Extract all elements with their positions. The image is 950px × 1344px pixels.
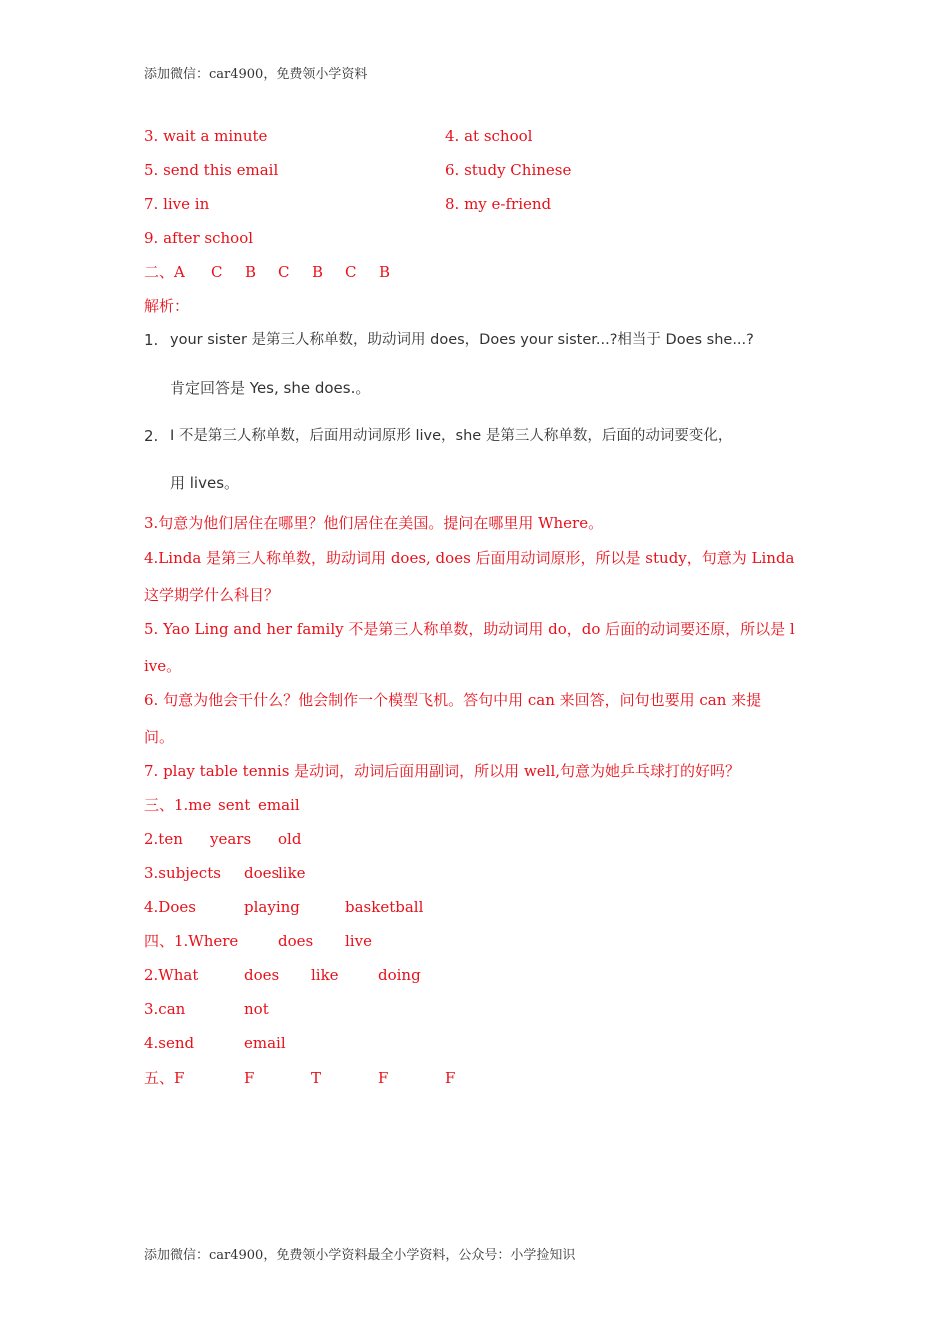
section-3-row-2: [144, 829, 544, 849]
section-3-cell: playing: [244, 898, 300, 916]
answer-item-6: 6. study Chinese: [445, 161, 572, 179]
section-5-answer: F: [244, 1069, 255, 1087]
page-footer: 添加微信：car4900，免费领小学资料最全小学资料，公众号：小学捡知识: [144, 1248, 576, 1263]
section-3-row-3: [144, 863, 544, 883]
section-2-answer: B: [312, 263, 324, 281]
section-4-cell: 2.What: [144, 966, 199, 984]
analysis-3: 3.句意为他们居住在哪里？他们居住在美国。提问在哪里用 Where。: [144, 514, 604, 532]
section-3-cell: 2.ten: [144, 830, 183, 848]
section-2-answers: [144, 262, 444, 282]
section-4-row-1: [144, 931, 544, 951]
analysis-1-line-2: 肯定回答是 Yes, she does.。: [170, 379, 371, 397]
section-3-cell: does: [244, 864, 280, 882]
section-3-cell: old: [278, 830, 302, 848]
section-4-cell: 3.can: [144, 1000, 186, 1018]
section-3-cell: like: [278, 864, 306, 882]
section-3-cell: 3.subjects: [144, 864, 221, 882]
section-3-row-4: [144, 897, 544, 917]
analysis-5-line-1: 5. Yao Ling and her family 不是第三人称单数，助动词用 do，do 后面的动词要还原，所以是 l: [144, 620, 795, 638]
section-5-answer: F: [378, 1069, 389, 1087]
answer-item-4: 4. at school: [445, 127, 533, 145]
section-3-cell: email: [258, 796, 300, 814]
section-2-answer: C: [278, 263, 290, 281]
section-4-row-4: [144, 1033, 544, 1053]
section-2-answer: B: [379, 263, 391, 281]
analysis-6-line-2: 问。: [144, 728, 175, 746]
section-4-cell: not: [244, 1000, 269, 1018]
section-4-cell: like: [311, 966, 339, 984]
section-3-cell: basketball: [345, 898, 424, 916]
section-4-row-2: [144, 965, 544, 985]
analysis-6-line-1: 6. 句意为他会干什么？他会制作一个模型飞机。答句中用 can 来回答，问句也要用 can 来提: [144, 691, 762, 709]
section-4-cell: live: [345, 932, 372, 950]
analysis-2-line-2: 用 lives。: [170, 474, 240, 492]
section-5-answer: F: [445, 1069, 456, 1087]
section-2-answer: C: [345, 263, 357, 281]
section-2-answer: B: [245, 263, 257, 281]
section-3-cell: 4.Does: [144, 898, 196, 916]
answer-item-5: 5. send this email: [144, 161, 279, 179]
analysis-5-line-2: ive。: [144, 657, 182, 675]
analysis-2-line-1: I 不是第三人称单数，后面用动词原形 live，she 是第三人称单数，后面的动词要变化，: [170, 428, 733, 444]
section-5-prefix: 五、F: [144, 1069, 185, 1087]
section-4-cell: doing: [378, 966, 421, 984]
analysis-4-line-1: 4.Linda 是第三人称单数，助动词用 does, does 后面用动词原形，所以是 study，句意为 Linda: [144, 549, 795, 567]
section-4-row-3: [144, 999, 544, 1019]
section-4-cell: does: [244, 966, 280, 984]
section-4-cell: 四、1.Where: [144, 932, 239, 950]
analysis-1-number: 1.: [144, 331, 159, 349]
section-4-cell: email: [244, 1034, 286, 1052]
section-3-cell: sent: [218, 796, 251, 814]
analysis-label: 解析：: [144, 297, 190, 315]
analysis-2-number: 2.: [144, 427, 159, 445]
section-2-answer: C: [211, 263, 223, 281]
section-3-cell: 三、1.me: [144, 796, 212, 814]
section-3-row-1: [144, 795, 544, 815]
section-5-answers: [144, 1068, 544, 1088]
section-2-prefix: 二、A: [144, 263, 185, 281]
section-4-cell: 4.send: [144, 1034, 195, 1052]
answer-item-3: 3. wait a minute: [144, 127, 268, 145]
section-4-cell: does: [278, 932, 314, 950]
answer-item-8: 8. my e-friend: [445, 195, 552, 213]
answer-item-7: 7. live in: [144, 195, 210, 213]
page-header: 添加微信：car4900，免费领小学资料: [144, 67, 368, 82]
analysis-7: 7. play table tennis 是动词，动词后面用副词，所以用 well,句意为她乒乓球打的好吗？: [144, 762, 741, 780]
analysis-1-line-1: your sister 是第三人称单数，助动词用 does，Does your sister...?相当于 Does she...?: [170, 332, 754, 348]
section-3-cell: years: [210, 830, 252, 848]
section-5-answer: T: [311, 1069, 322, 1087]
answer-item-9: 9. after school: [144, 229, 254, 247]
analysis-4-line-2: 这学期学什么科目？: [144, 586, 280, 604]
